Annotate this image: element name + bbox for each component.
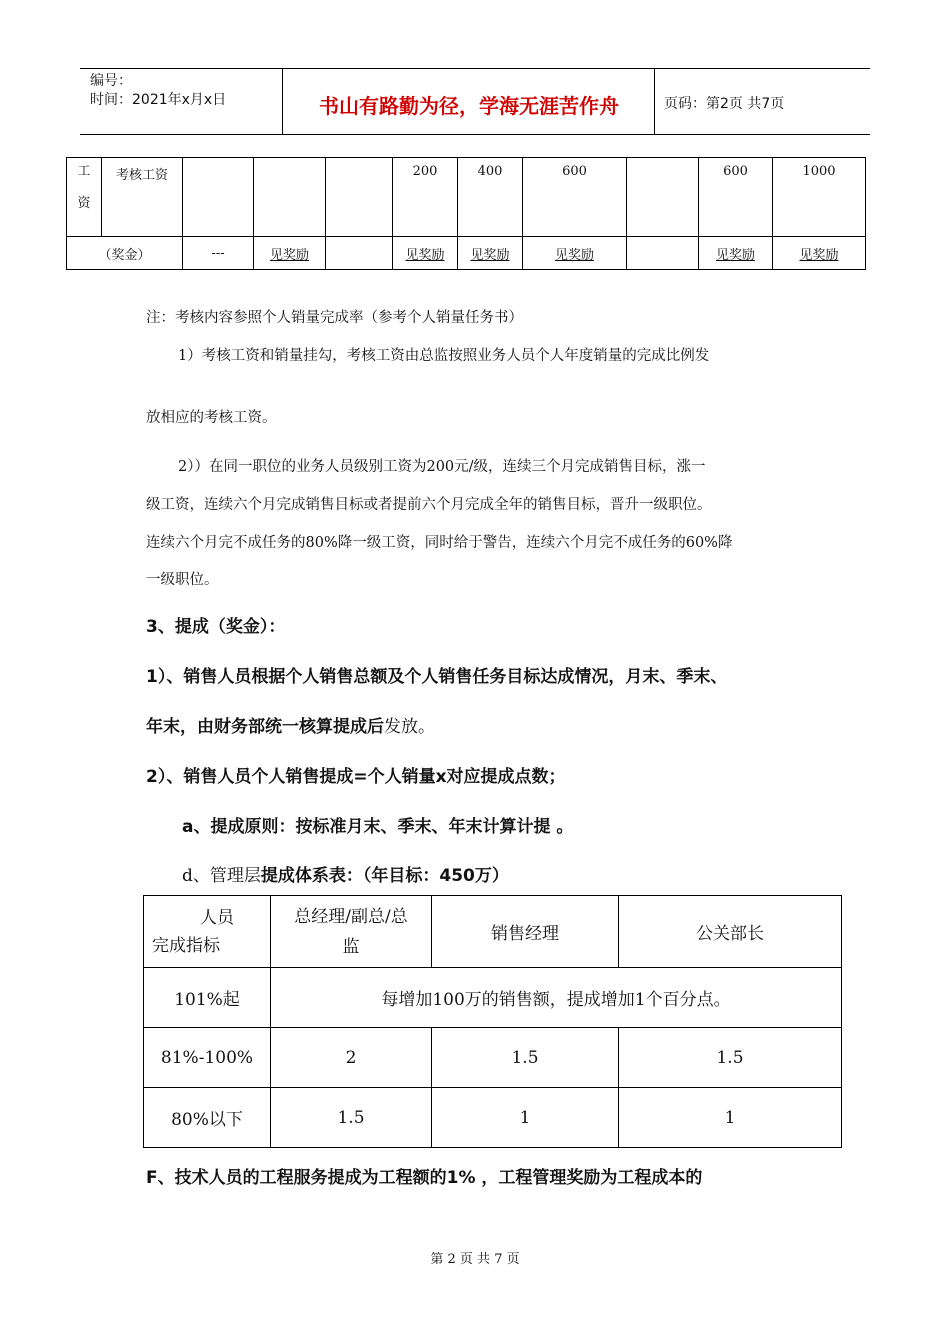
paragraph: 连续六个月完不成任务的80%降一级工资，同时给于警告，连续六个月完不成任务的60%降 [146, 535, 733, 551]
table-cell [254, 158, 326, 237]
header-divider [282, 68, 283, 135]
table-cell: 见奖励 [458, 237, 523, 270]
header-top-rule [80, 68, 870, 69]
table-cell: 1.5 [271, 1088, 432, 1148]
commission-table [143, 895, 842, 1148]
section-heading: 3、提成（奖金）： [146, 617, 286, 637]
wage-table [66, 157, 866, 270]
paragraph: 放相应的考核工资。 [146, 410, 277, 426]
table-cell [326, 158, 393, 237]
table-cell: 考核工资 [102, 158, 183, 237]
table-cell: 600 [699, 158, 773, 237]
header-page-number: 页码：第2页 共7页 [664, 96, 785, 112]
paragraph: a、提成原则：按标准月末、季末、年末计算计提 。 [182, 817, 574, 837]
table-cell: 见奖励 [773, 237, 866, 270]
table-cell: 见奖励 [393, 237, 458, 270]
table-cell [627, 158, 699, 237]
table-cell: 1.5 [432, 1028, 619, 1088]
note-text: 注：考核内容参照个人销量完成率（参考个人销量任务书） [146, 310, 523, 326]
table-row [144, 1028, 842, 1088]
table-cell [326, 237, 393, 270]
table-cell: 1 [432, 1088, 619, 1148]
paragraph: 级工资，连续六个月完成销售目标或者提前六个月完成全年的销售目标，晋升一级职位。 [146, 497, 712, 513]
paragraph: 1）、销售人员根据个人销售总额及个人销售任务目标达成情况，月末、季末、 [146, 667, 728, 687]
paragraph: 1）考核工资和销量挂勾，考核工资由总监按照业务人员个人年度销量的完成比例发 [178, 348, 710, 364]
table-row [144, 896, 842, 968]
table-cell: 80%以下 [144, 1088, 271, 1148]
paragraph: d、管理层提成体系表：（年目标：450万） [182, 866, 509, 886]
paragraph: 年末，由财务部统一核算提成后发放。 [146, 717, 435, 737]
table-cell: 1000 [773, 158, 866, 237]
header-meta [90, 72, 226, 110]
header-motto: 书山有路勤为径，学海无涯苦作舟 [319, 94, 619, 118]
paragraph: 一级职位。 [146, 572, 219, 588]
table-cell [183, 158, 254, 237]
table-cell: 见奖励 [699, 237, 773, 270]
table-header-cell: 销售经理 [432, 896, 619, 968]
header-bottom-rule [80, 134, 870, 135]
table-header-cell: 公关部长 [619, 896, 842, 968]
paragraph: 2）、销售人员个人销售提成=个人销量x对应提成点数； [146, 767, 566, 787]
paragraph: 2））在同一职位的业务人员级别工资为200元/级，连续三个月完成销售目标，涨一 [178, 459, 706, 475]
table-row [144, 968, 842, 1028]
table-cell: 400 [458, 158, 523, 237]
table-row [67, 158, 866, 237]
table-cell: 200 [393, 158, 458, 237]
table-cell: 1.5 [619, 1028, 842, 1088]
table-cell: 见奖励 [523, 237, 627, 270]
table-cell: 工 资 [67, 158, 102, 237]
table-cell: 600 [523, 158, 627, 237]
table-cell: 81%-100% [144, 1028, 271, 1088]
table-cell: 1 [619, 1088, 842, 1148]
table-cell: 每增加100万的销售额，提成增加1个百分点。 [271, 968, 842, 1028]
header-divider [654, 68, 655, 135]
table-cell [627, 237, 699, 270]
table-header-cell: 总经理/副总/总 监 [271, 896, 432, 968]
header-time: 时间：2021年x月x日 [90, 92, 227, 108]
table-cell: 101%起 [144, 968, 271, 1028]
table-cell: --- [183, 237, 254, 270]
table-row [67, 237, 866, 270]
table-header-cell: 人员 完成指标 [144, 896, 271, 968]
page-footer: 第 2 页 共 7 页 [430, 1252, 520, 1267]
table-cell: 2 [271, 1028, 432, 1088]
paragraph: F、技术人员的工程服务提成为工程额的1% ，工程管理奖励为工程成本的 [146, 1168, 703, 1188]
table-cell: （奖金） [67, 237, 183, 270]
table-row [144, 1088, 842, 1148]
header-number: 编号： [90, 73, 132, 89]
table-cell: 见奖励 [254, 237, 326, 270]
